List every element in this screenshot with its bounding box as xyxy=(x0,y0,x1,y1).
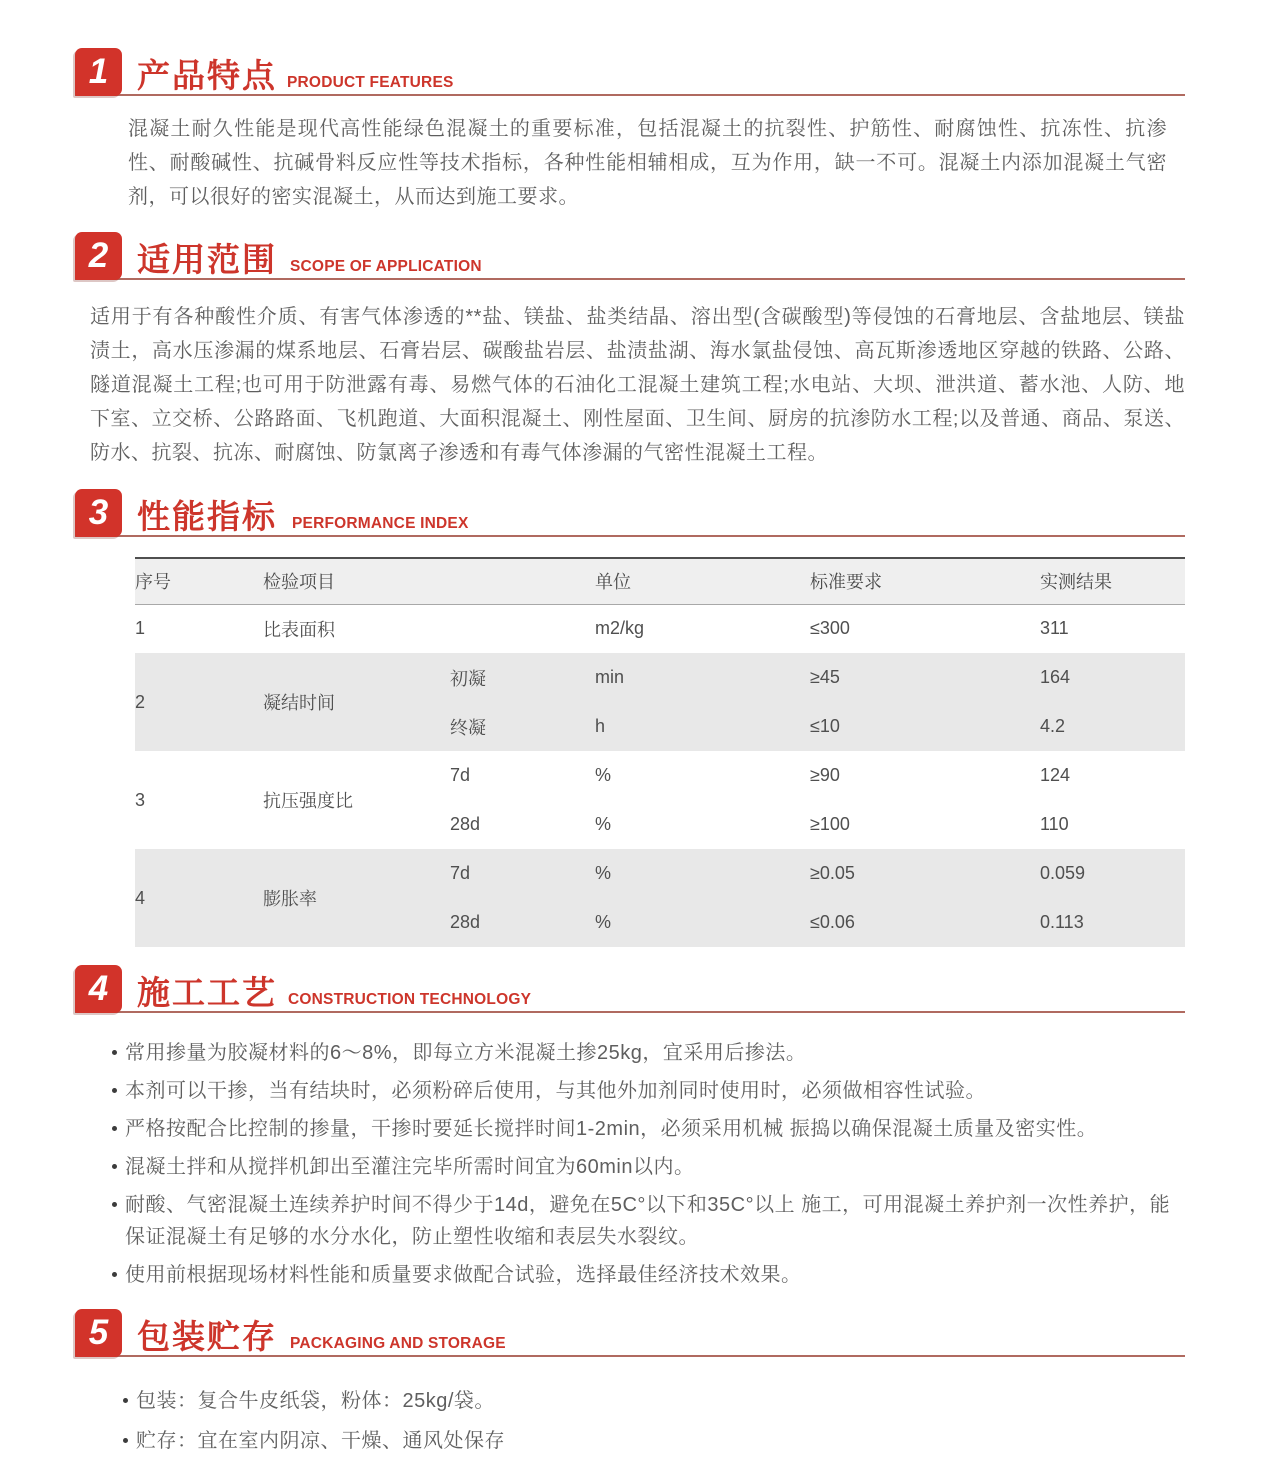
table-row xyxy=(135,751,1185,800)
section-title-zh: 施工工艺 xyxy=(137,974,277,1011)
table-cell: 0.113 xyxy=(1005,898,1185,947)
section-title-en: CONSTRUCTION TECHNOLOGY xyxy=(288,990,532,1008)
section-title-en: PRODUCT FEATURES xyxy=(287,73,454,91)
table-cell: % xyxy=(550,751,765,800)
table-cell: 4 xyxy=(135,849,215,947)
performance-table xyxy=(135,557,1185,947)
section-title-zh: 性能指标 xyxy=(137,498,277,535)
header-cell-no: 序号 xyxy=(135,558,215,604)
table-cell: ≤0.06 xyxy=(765,898,1005,947)
table-cell: 凝结时间 xyxy=(215,653,405,751)
table-cell: 1 xyxy=(135,604,215,653)
section-number-badge: 4 xyxy=(75,965,122,1013)
table-cell: 164 xyxy=(1005,653,1185,702)
table-cell: % xyxy=(550,898,765,947)
table-cell: 28d xyxy=(405,800,550,849)
section-packaging-storage xyxy=(75,1309,1185,1457)
table-cell: ≥90 xyxy=(765,751,1005,800)
table-cell: 28d xyxy=(405,898,550,947)
section-number-badge: 2 xyxy=(75,232,122,280)
table-row xyxy=(135,849,1185,898)
list-item: 严格按配合比控制的掺量，干掺时要延长搅拌时间1-2min，必须采用机械 振捣以确保混凝土质量及密实性。 xyxy=(112,1113,1185,1145)
table-cell: % xyxy=(550,849,765,898)
section-product-features xyxy=(75,48,1185,214)
list-item: 包装：复合牛皮纸袋，粉体：25kg/袋。 xyxy=(123,1385,1185,1417)
table-cell: 3 xyxy=(135,751,215,849)
section-number-badge: 3 xyxy=(75,489,122,537)
table-cell: 311 xyxy=(1005,604,1185,653)
scope-paragraph: 适用于有各种酸性介质、有害气体渗透的**盐、镁盐、盐类结晶、溶出型(含碳酸型)等侵蚀的石膏地层、含盐地层、镁盐渍土，高水压渗漏的煤系地层、石膏岩层、碳酸盐岩层、盐渍盐湖、海水氯盐侵蚀、高瓦斯渗透地区穿越的铁路、公路、隧道混凝土工程;也可用于防泄露有毒、易燃气体的石油化工混凝土建筑工程;水电站、大坝、泄洪道、蓄水池、人防、地下室、立交桥、公路路面、飞机跑道、大面积混凝土、刚性屋面、卫生间、厨房的抗渗防水工程;以及普通、商品、泵送、防水、抗裂、抗冻、耐腐蚀、防氯离子渗透和有毒气体渗漏的气密性混凝土工程。 xyxy=(90,306,1185,464)
table-cell: 0.059 xyxy=(1005,849,1185,898)
section-title-en: PERFORMANCE INDEX xyxy=(292,514,469,532)
header-cell-req: 标准要求 xyxy=(765,558,1005,604)
section-heading xyxy=(75,48,1185,96)
table-cell: 7d xyxy=(405,849,550,898)
table-cell: ≥45 xyxy=(765,653,1005,702)
table-cell: ≥0.05 xyxy=(765,849,1005,898)
section-number-badge: 5 xyxy=(75,1309,122,1357)
table-cell: 4.2 xyxy=(1005,702,1185,751)
header-cell-result: 实测结果 xyxy=(1005,558,1185,604)
table-cell: m2/kg xyxy=(550,604,765,653)
table-cell: 初凝 xyxy=(405,653,550,702)
table-cell: % xyxy=(550,800,765,849)
table-cell: ≤10 xyxy=(765,702,1005,751)
header-cell-item: 检验项目 xyxy=(215,558,550,604)
section-heading xyxy=(75,965,1185,1013)
table-cell: 终凝 xyxy=(405,702,550,751)
section-number-badge: 1 xyxy=(75,48,122,96)
table-cell: 膨胀率 xyxy=(215,849,405,947)
table-cell: ≤300 xyxy=(765,604,1005,653)
table-header-row xyxy=(135,558,1185,604)
table-cell: 124 xyxy=(1005,751,1185,800)
packaging-bullet-list xyxy=(123,1385,1185,1457)
section-title-en: SCOPE OF APPLICATION xyxy=(290,257,482,275)
header-cell-unit: 单位 xyxy=(550,558,765,604)
table-cell: 110 xyxy=(1005,800,1185,849)
table-cell: 比表面积 xyxy=(215,604,550,653)
section-scope-of-application xyxy=(75,232,1185,470)
table-cell: 7d xyxy=(405,751,550,800)
list-item: 贮存：宜在室内阴凉、干燥、通风处保存 xyxy=(123,1425,1185,1457)
section-construction-technology xyxy=(75,965,1185,1291)
section-heading xyxy=(75,1309,1185,1357)
table-row xyxy=(135,653,1185,702)
product-features-paragraph: 混凝土耐久性能是现代高性能绿色混凝土的重要标准，包括混凝土的抗裂性、护筋性、耐腐蚀性、抗冻性、抗渗性、耐酸碱性、抗碱骨料反应性等技术指标，各种性能相辅相成，互为作用，缺一不可。混凝土内添加混凝土气密剂，可以很好的密实混凝土，从而达到施工要求。 xyxy=(128,118,1167,208)
section-title-zh: 适用范围 xyxy=(137,241,277,278)
construction-bullet-list xyxy=(112,1037,1185,1291)
list-item: 耐酸、气密混凝土连续养护时间不得少于14d，避免在5C°以下和35C°以上 施工，可用混凝土养护剂一次性养护，能保证混凝土有足够的水分水化，防止塑性收缩和表层失水裂纹。 xyxy=(112,1189,1185,1253)
table-cell: ≥100 xyxy=(765,800,1005,849)
table-row xyxy=(135,604,1185,653)
section-heading xyxy=(75,232,1185,280)
section-title-zh: 产品特点 xyxy=(137,57,277,94)
table-cell: h xyxy=(550,702,765,751)
table-cell: 抗压强度比 xyxy=(215,751,405,849)
list-item: 常用掺量为胶凝材料的6～8%，即每立方米混凝土掺25kg，宜采用后掺法。 xyxy=(112,1037,1185,1069)
section-title-zh: 包装贮存 xyxy=(137,1318,277,1355)
section-title-en: PACKAGING AND STORAGE xyxy=(290,1334,506,1352)
list-item: 混凝土拌和从搅拌机卸出至灌注完毕所需时间宜为60min以内。 xyxy=(112,1151,1185,1183)
table-cell: 2 xyxy=(135,653,215,751)
table-cell: min xyxy=(550,653,765,702)
list-item: 使用前根据现场材料性能和质量要求做配合试验，选择最佳经济技术效果。 xyxy=(112,1259,1185,1291)
section-heading xyxy=(75,489,1185,537)
section-performance-index xyxy=(75,489,1185,947)
list-item: 本剂可以干掺，当有结块时，必须粉碎后使用，与其他外加剂同时使用时，必须做相容性试验。 xyxy=(112,1075,1185,1107)
